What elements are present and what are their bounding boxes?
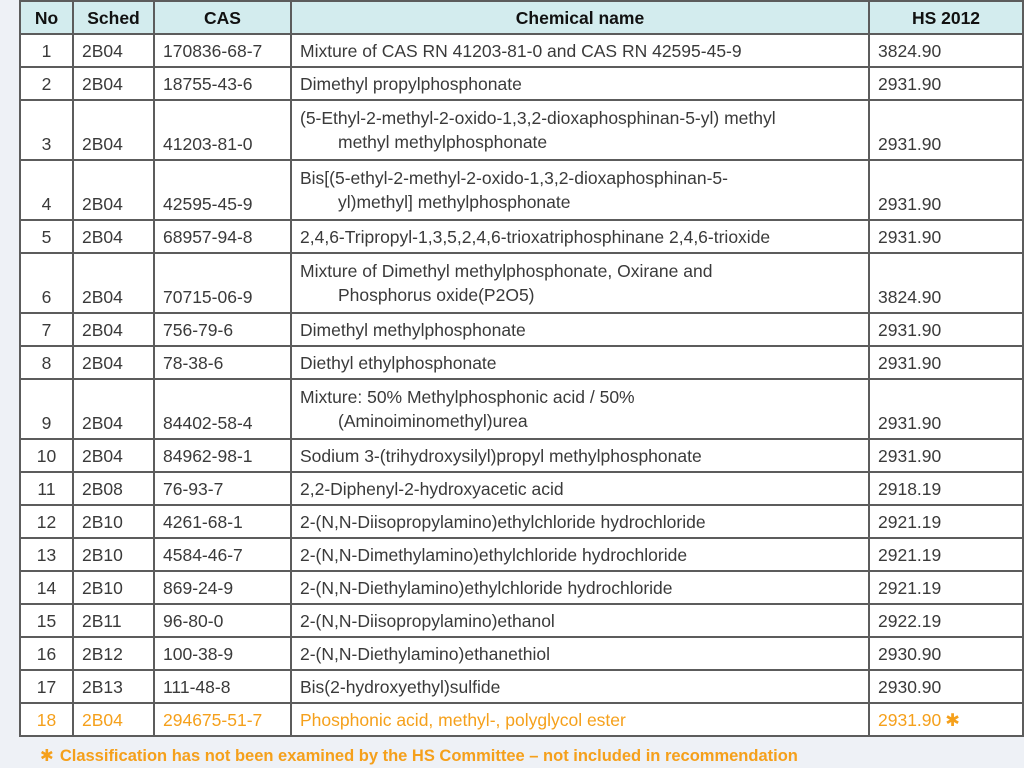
chemical-name-line2: (Aminoiminomethyl)urea <box>338 410 528 431</box>
footnote-star-icon: ✱ <box>40 747 54 765</box>
chemical-name-line1: Phosphonic acid, methyl-, polyglycol ester <box>300 709 626 730</box>
chemical-name-line1: Diethyl ethylphosphonate <box>300 352 497 373</box>
cell-chemical-name <box>291 379 869 439</box>
cell-no: 1 <box>20 34 73 67</box>
cell-cas: 84962-98-1 <box>154 439 291 472</box>
cell-hs-2012 <box>869 253 1023 313</box>
cell-chemical-name <box>291 571 869 604</box>
hs-code: 2931.90 <box>878 226 942 247</box>
cell-chemical-name <box>291 472 869 505</box>
chemical-name-line1: Bis[(5-ethyl-2-methyl-2-oxido-1,3,2-dioxaphosphinan-5- <box>300 167 728 188</box>
chemical-name-line2: Phosphorus oxide(P2O5) <box>338 284 535 305</box>
cell-cas: 4261-68-1 <box>154 505 291 538</box>
table-row <box>20 220 1023 253</box>
cell-sched: 2B04 <box>73 160 154 220</box>
cell-sched: 2B04 <box>73 100 154 160</box>
cell-sched: 2B04 <box>73 220 154 253</box>
cell-no: 2 <box>20 67 73 100</box>
cell-hs-2012 <box>869 439 1023 472</box>
chemical-name-line1: Bis(2-hydroxyethyl)sulfide <box>300 676 501 697</box>
cell-cas: 4584-46-7 <box>154 538 291 571</box>
cell-chemical-name <box>291 703 869 736</box>
cell-chemical-name <box>291 670 869 703</box>
cell-cas: 41203-81-0 <box>154 100 291 160</box>
chemical-table <box>19 0 1024 737</box>
table-row <box>20 571 1023 604</box>
flag-star-icon: ✱ <box>945 709 960 730</box>
cell-no: 18 <box>20 703 73 736</box>
chemical-name-line1: 2-(N,N-Diisopropylamino)ethanol <box>300 610 555 631</box>
header-sched: Sched <box>73 1 154 34</box>
cell-no: 3 <box>20 100 73 160</box>
hs-code: 2931.90 <box>878 319 942 340</box>
cell-hs-2012 <box>869 571 1023 604</box>
cell-chemical-name <box>291 67 869 100</box>
cell-hs-2012 <box>869 160 1023 220</box>
table-row <box>20 439 1023 472</box>
table-row <box>20 472 1023 505</box>
header-hs-2012: HS 2012 <box>869 1 1023 34</box>
cell-hs-2012 <box>869 670 1023 703</box>
cell-hs-2012 <box>869 637 1023 670</box>
chemical-name-line1: 2-(N,N-Dimethylamino)ethylchloride hydrochloride <box>300 544 688 565</box>
cell-cas: 70715-06-9 <box>154 253 291 313</box>
hs-code: 2930.90 <box>878 676 942 697</box>
cell-chemical-name <box>291 160 869 220</box>
hs-code: 2931.90 <box>878 352 942 373</box>
cell-hs-2012 <box>869 67 1023 100</box>
chemical-name-line1: Sodium 3-(trihydroxysilyl)propyl methylphosphonate <box>300 445 702 466</box>
cell-no: 5 <box>20 220 73 253</box>
cell-no: 10 <box>20 439 73 472</box>
cell-chemical-name <box>291 538 869 571</box>
cell-cas: 869-24-9 <box>154 571 291 604</box>
cell-chemical-name <box>291 505 869 538</box>
table-header-row <box>20 1 1023 34</box>
cell-cas: 68957-94-8 <box>154 220 291 253</box>
hs-code: 2918.19 <box>878 478 942 499</box>
table-row <box>20 604 1023 637</box>
hs-code: 2931.90 <box>878 709 942 730</box>
cell-cas: 84402-58-4 <box>154 379 291 439</box>
cell-sched: 2B04 <box>73 67 154 100</box>
header-chemical-name: Chemical name <box>291 1 869 34</box>
chemical-table-frame <box>19 0 1022 737</box>
cell-cas: 96-80-0 <box>154 604 291 637</box>
table-row <box>20 703 1023 736</box>
cell-hs-2012 <box>869 505 1023 538</box>
cell-hs-2012 <box>869 538 1023 571</box>
cell-no: 13 <box>20 538 73 571</box>
cell-no: 7 <box>20 313 73 346</box>
footnote <box>40 746 798 766</box>
cell-hs-2012 <box>869 313 1023 346</box>
chemical-name-line1: Mixture of CAS RN 41203-81-0 and CAS RN 42595-45-9 <box>300 40 742 61</box>
table-row <box>20 67 1023 100</box>
table-row <box>20 538 1023 571</box>
hs-code: 3824.90 <box>878 287 942 307</box>
table-row <box>20 34 1023 67</box>
cell-sched: 2B10 <box>73 571 154 604</box>
table-row <box>20 505 1023 538</box>
cell-hs-2012 <box>869 100 1023 160</box>
hs-code: 2931.90 <box>878 413 942 433</box>
cell-chemical-name <box>291 34 869 67</box>
cell-cas: 756-79-6 <box>154 313 291 346</box>
cell-no: 15 <box>20 604 73 637</box>
cell-chemical-name <box>291 100 869 160</box>
table-row <box>20 637 1023 670</box>
cell-hs-2012 <box>869 703 1023 736</box>
cell-no: 6 <box>20 253 73 313</box>
table-row <box>20 379 1023 439</box>
cell-sched: 2B04 <box>73 313 154 346</box>
hs-code: 2921.19 <box>878 577 942 598</box>
cell-hs-2012 <box>869 472 1023 505</box>
hs-code: 2931.90 <box>878 73 942 94</box>
chemical-name-line2: methyl methylphosphonate <box>338 131 548 152</box>
cell-no: 8 <box>20 346 73 379</box>
cell-chemical-name <box>291 604 869 637</box>
cell-sched: 2B08 <box>73 472 154 505</box>
cell-no: 9 <box>20 379 73 439</box>
chemical-name-line1: (5-Ethyl-2-methyl-2-oxido-1,3,2-dioxaphosphinan-5-yl) methyl <box>300 107 776 128</box>
cell-chemical-name <box>291 439 869 472</box>
cell-sched: 2B04 <box>73 34 154 67</box>
cell-sched: 2B04 <box>73 379 154 439</box>
cell-no: 14 <box>20 571 73 604</box>
table-row <box>20 160 1023 220</box>
table-row <box>20 253 1023 313</box>
cell-cas: 18755-43-6 <box>154 67 291 100</box>
header-no: No <box>20 1 73 34</box>
cell-cas: 78-38-6 <box>154 346 291 379</box>
cell-sched: 2B11 <box>73 604 154 637</box>
cell-hs-2012 <box>869 34 1023 67</box>
cell-hs-2012 <box>869 379 1023 439</box>
cell-no: 16 <box>20 637 73 670</box>
hs-code: 2931.90 <box>878 194 942 214</box>
cell-cas: 100-38-9 <box>154 637 291 670</box>
chemical-name-line1: 2,4,6-Tripropyl-1,3,5,2,4,6-trioxatriphosphinane 2,4,6-trioxide <box>300 226 771 247</box>
chemical-name-line1: 2-(N,N-Diisopropylamino)ethylchloride hydrochloride <box>300 511 706 532</box>
cell-hs-2012 <box>869 220 1023 253</box>
cell-cas: 111-48-8 <box>154 670 291 703</box>
cell-sched: 2B10 <box>73 505 154 538</box>
cell-sched: 2B04 <box>73 346 154 379</box>
cell-sched: 2B04 <box>73 253 154 313</box>
cell-sched: 2B10 <box>73 538 154 571</box>
cell-chemical-name <box>291 220 869 253</box>
cell-cas: 42595-45-9 <box>154 160 291 220</box>
hs-code: 2921.19 <box>878 544 942 565</box>
cell-chemical-name <box>291 346 869 379</box>
header-cas: CAS <box>154 1 291 34</box>
chemical-name-line2: yl)methyl] methylphosphonate <box>338 191 571 212</box>
cell-hs-2012 <box>869 346 1023 379</box>
cell-cas: 170836-68-7 <box>154 34 291 67</box>
hs-code: 2930.90 <box>878 643 942 664</box>
cell-no: 12 <box>20 505 73 538</box>
hs-code: 2922.19 <box>878 610 942 631</box>
chemical-name-line1: Mixture: 50% Methylphosphonic acid / 50% <box>300 386 635 407</box>
cell-cas: 76-93-7 <box>154 472 291 505</box>
cell-chemical-name <box>291 637 869 670</box>
cell-no: 4 <box>20 160 73 220</box>
cell-sched: 2B04 <box>73 439 154 472</box>
chemical-name-line1: Mixture of Dimethyl methylphosphonate, Oxirane and <box>300 260 713 281</box>
chemical-name-line1: Dimethyl propylphosphonate <box>300 73 522 94</box>
cell-hs-2012 <box>869 604 1023 637</box>
chemical-name-line1: 2,2-Diphenyl-2-hydroxyacetic acid <box>300 478 564 499</box>
cell-sched: 2B13 <box>73 670 154 703</box>
cell-sched: 2B04 <box>73 703 154 736</box>
chemical-name-line1: 2-(N,N-Diethylamino)ethylchloride hydrochloride <box>300 577 673 598</box>
chemical-name-line1: 2-(N,N-Diethylamino)ethanethiol <box>300 643 550 664</box>
table-row <box>20 100 1023 160</box>
hs-code: 2931.90 <box>878 134 942 154</box>
cell-no: 17 <box>20 670 73 703</box>
hs-code: 3824.90 <box>878 40 942 61</box>
table-row <box>20 313 1023 346</box>
hs-code: 2931.90 <box>878 445 942 466</box>
chemical-name-line1: Dimethyl methylphosphonate <box>300 319 526 340</box>
hs-code: 2921.19 <box>878 511 942 532</box>
cell-chemical-name <box>291 253 869 313</box>
cell-chemical-name <box>291 313 869 346</box>
table-row <box>20 346 1023 379</box>
cell-cas: 294675-51-7 <box>154 703 291 736</box>
cell-no: 11 <box>20 472 73 505</box>
cell-sched: 2B12 <box>73 637 154 670</box>
footnote-text: Classification has not been examined by the HS Committee – not included in recommendation <box>59 747 798 765</box>
table-row <box>20 670 1023 703</box>
